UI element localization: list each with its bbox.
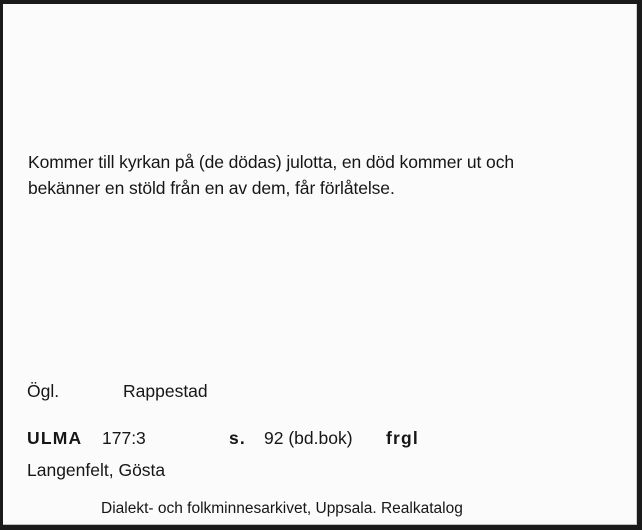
description-line-1: Kommer till kyrkan på (de dödas) julotta, en död kommer ut och <box>28 152 514 172</box>
place-name: Rappestad <box>123 381 208 401</box>
card-description <box>28 149 628 201</box>
archive-code: ULMA <box>27 428 83 448</box>
page-value: 92 (bd.bok) <box>264 428 353 448</box>
region-row <box>27 381 208 402</box>
category-code: frgl <box>386 428 419 448</box>
archive-row <box>27 428 419 449</box>
archive-number: 177:3 <box>102 428 146 448</box>
region-label: Ögl. <box>27 381 60 401</box>
catalog-card <box>3 4 637 525</box>
page-label: s. <box>229 428 246 448</box>
description-line-2: bekänner en stöld från en av dem, får förlåtelse. <box>28 178 395 198</box>
archive-footer: Dialekt- och folkminnesarkivet, Uppsala. Realkatalog <box>101 500 463 517</box>
collector-name: Langenfelt, Gösta <box>27 460 166 480</box>
